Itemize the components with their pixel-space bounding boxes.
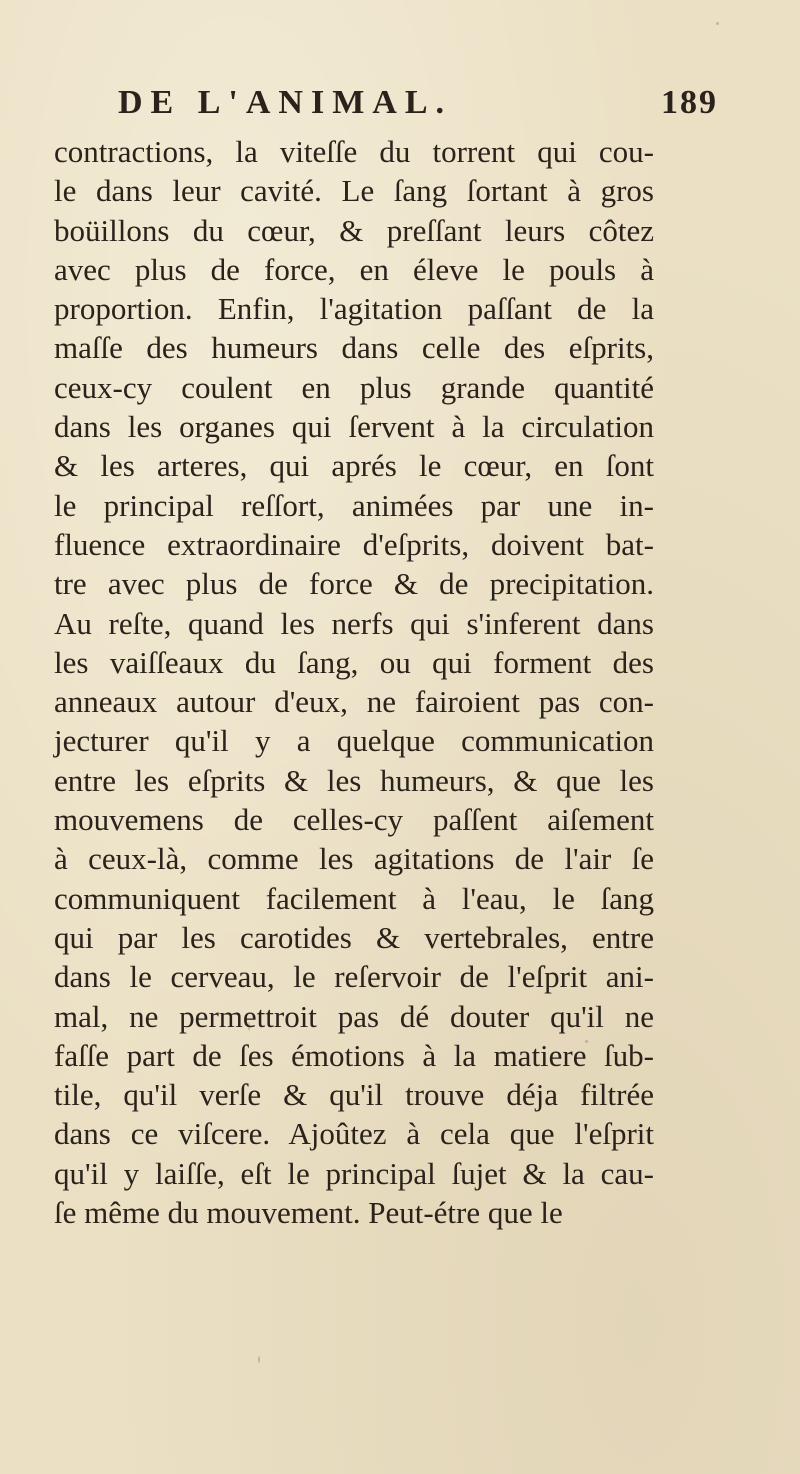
text-line: avec plus de force, en éleve le pouls à [54,251,654,287]
text-line: ſe même du mouvement. Peut-étre que le [54,1195,563,1231]
page-number: 189 [661,84,718,121]
text-line: anneaux autour d'eux, ne fairoient pas con- [54,684,654,720]
paper-speck [248,1022,250,1031]
text-line: qui par les carotides & vertebrales, entre [54,919,654,955]
text-line: mouvemens de celles-cy paſſent aiſement [54,802,654,838]
paper-speck [716,22,719,25]
text-line: les vaiſſeaux du ſang, ou qui forment des [54,644,654,680]
text-line: Au reſte, quand les nerfs qui s'inferent dans [54,605,654,641]
text-line: entre les eſprits & les humeurs, & que les [54,762,654,798]
text-line: dans le cerveau, le reſervoir de l'eſprit ani- [54,959,654,995]
text-line: dans les organes qui ſervent à la circulation [54,409,654,445]
text-line: le dans leur cavité. Le ſang ſortant à gros [54,173,654,209]
text-line: mal, ne permettroit pas dé douter qu'il ne [54,998,654,1034]
text-line: jecturer qu'il y a quelque communication [54,723,654,759]
text-line: boüillons du cœur, & preſſant leurs côtez [54,212,654,248]
text-line: tile, qu'il verſe & qu'il trouve déja filtrée [54,1077,654,1113]
paper-speck [258,1356,260,1363]
text-line: maſſe des humeurs dans celle des eſprits, [54,330,654,366]
text-line: à ceux-là, comme les agitations de l'air ſe [54,841,654,877]
text-line: fluence extraordinaire d'eſprits, doivent bat- [54,526,654,562]
text-line: ceux-cy coulent en plus grande quantité [54,369,654,405]
text-line: contractions, la viteſſe du torrent qui cou- [54,134,654,169]
text-line: le principal reſſort, animées par une in- [54,487,654,523]
text-line: proportion. Enfin, l'agitation paſſant de la [54,291,654,327]
text-line: tre avec plus de force & de precipitation. [54,566,654,602]
text-line: dans ce viſcere. Ajoûtez à cela que l'eſprit [54,1116,654,1152]
text-line: & les arteres, qui aprés le cœur, en ſont [54,448,654,484]
running-head: DE L'ANIMAL. [118,84,453,121]
paper-speck [585,1040,588,1043]
body-text [54,132,654,1232]
text-line: faſſe part de ſes émotions à la matiere ſub- [54,1037,654,1073]
page-header [118,84,718,130]
text-line: communiquent facilement à l'eau, le ſang [54,880,654,916]
text-line: qu'il y laiſſe, eſt le principal ſujet & la cau- [54,1155,654,1191]
